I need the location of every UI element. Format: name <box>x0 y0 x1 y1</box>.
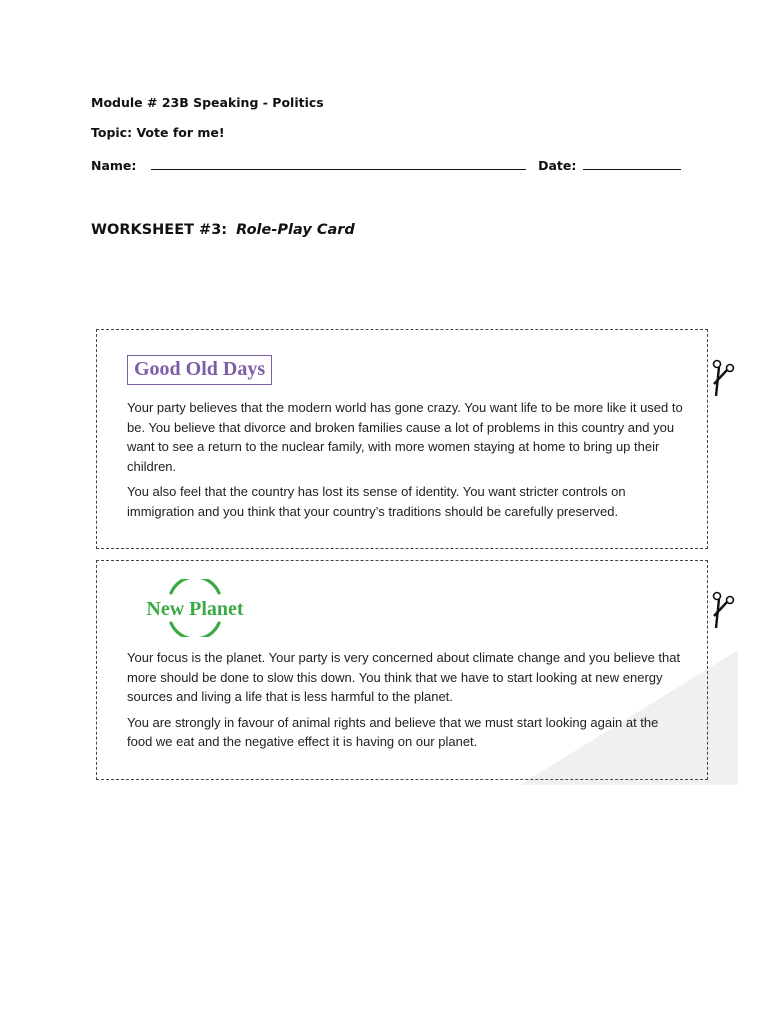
name-date-row <box>91 157 681 173</box>
good-old-days-logo: Good Old Days <box>127 355 272 385</box>
card-body <box>127 648 687 758</box>
new-planet-logo <box>125 579 265 637</box>
worksheet-label: WORKSHEET #3: <box>91 222 228 238</box>
card-paragraph: Your focus is the planet. Your party is very concerned about climate change and you believe that more should be done to slow this down. You think that we have to start looking at new energy sources and living a life that is less harmful to the planet. <box>127 650 681 704</box>
date-label: Date: <box>538 158 577 173</box>
name-label: Name: <box>91 158 137 173</box>
date-field[interactable] <box>583 157 681 170</box>
role-play-card-new-planet <box>96 560 708 780</box>
worksheet-title <box>91 222 355 238</box>
module-title: Module # 23B Speaking - Politics <box>91 95 324 110</box>
scissors-icon <box>708 358 738 398</box>
topic-line: Topic: Vote for me! <box>91 125 225 140</box>
card-body <box>127 398 687 527</box>
scissors-icon <box>708 590 738 630</box>
card-paragraph: You also feel that the country has lost its sense of identity. You want stricter controls on immigration and you think that your country’s traditions should be carefully preserved. <box>127 484 626 519</box>
card-paragraph: Your party believes that the modern world has gone crazy. You want life to be more like it used to be. You believe that divorce and broken families cause a lot of problems in this country and you want to see a return to the nuclear family, with more women staying at home to bring up their children. <box>127 400 683 474</box>
role-play-card-good-old-days <box>96 329 708 549</box>
new-planet-logo-text: New Planet <box>146 598 244 620</box>
worksheet-subtitle: Role-Play Card <box>236 222 355 238</box>
card-paragraph: You are strongly in favour of animal rights and believe that we must start looking again at the food we eat and the negative effect it is having on our planet. <box>127 714 659 749</box>
name-field[interactable] <box>151 157 526 170</box>
